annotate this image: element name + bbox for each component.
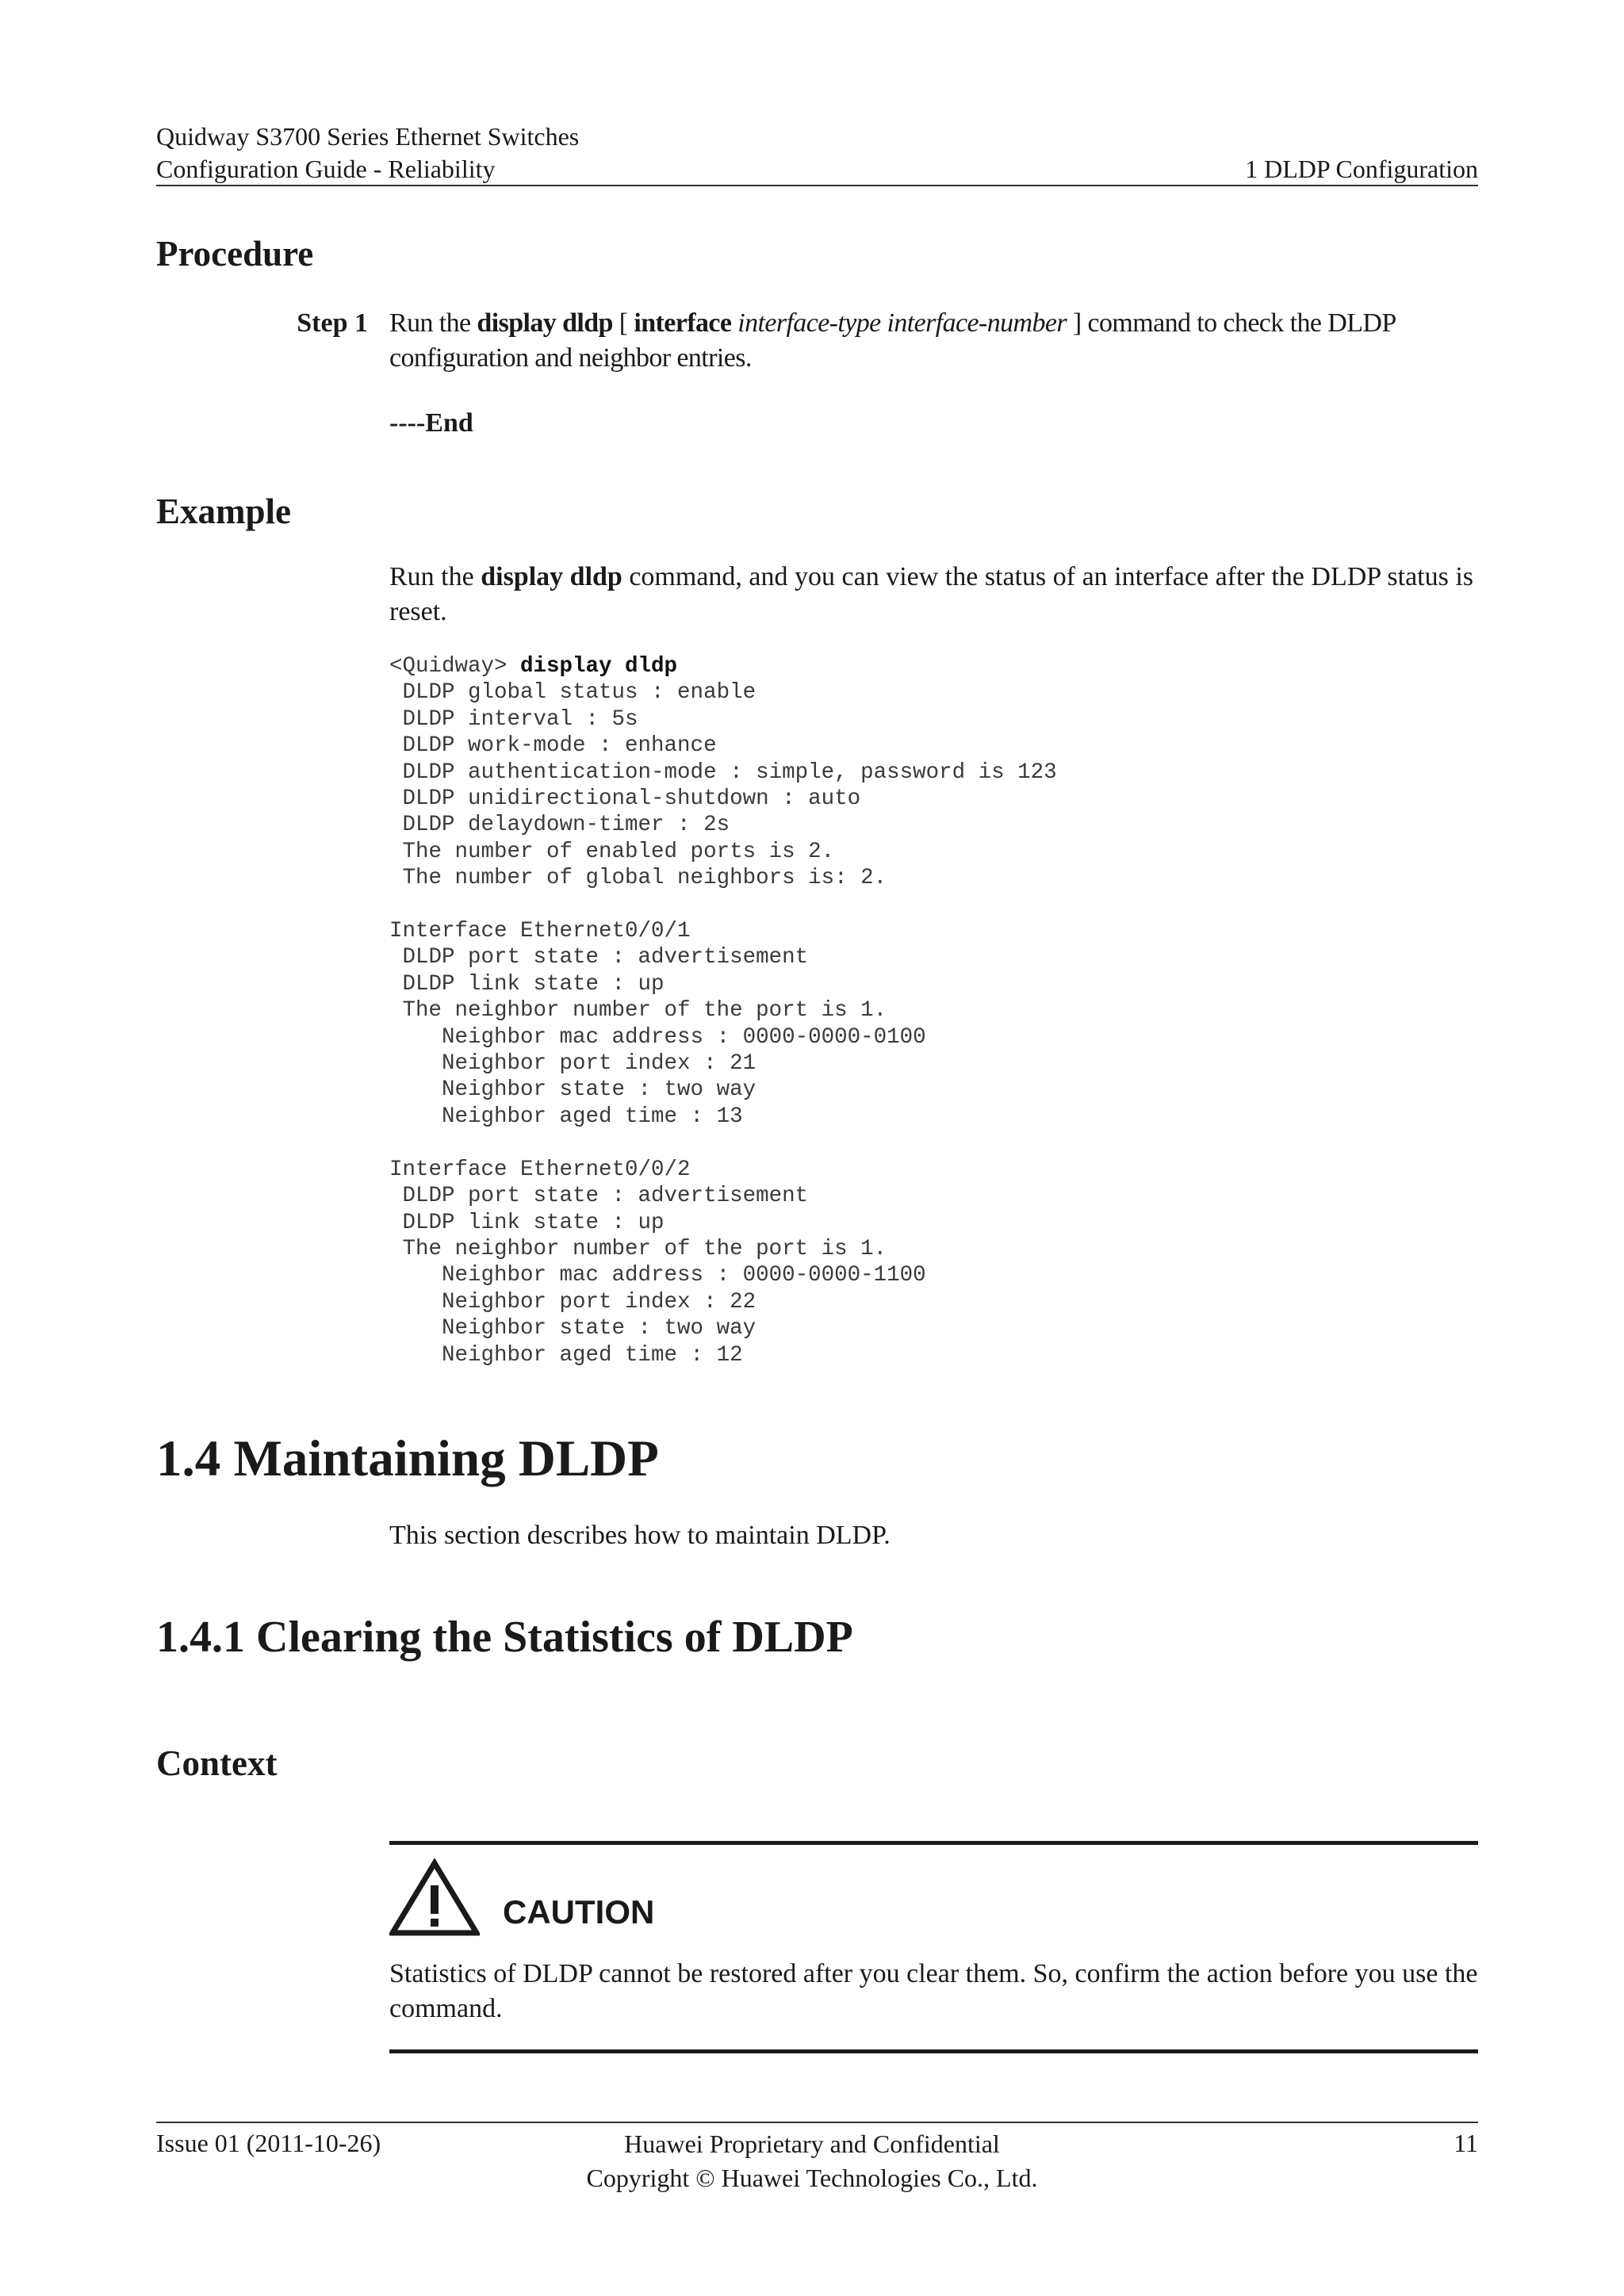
code-line: Neighbor port index : 21	[389, 1051, 756, 1077]
section-heading-1-4-1: 1.4.1 Clearing the Statistics of DLDP	[156, 1613, 853, 1662]
header-chapter: 1 DLDP Configuration	[1245, 155, 1478, 183]
step-cmd: display dldp	[477, 308, 613, 338]
footer-copyright: Copyright © Huawei Technologies Co., Ltd.	[586, 2164, 1038, 2192]
end-marker: ----End	[389, 408, 473, 438]
caution-text: Statistics of DLDP cannot be restored after you clear them. So, confirm the action before you use the command.	[389, 1959, 1478, 2023]
code-line: DLDP port state : advertisement	[389, 945, 809, 970]
step-text	[389, 306, 1484, 376]
code-line: Interface Ethernet0/0/2	[389, 1157, 691, 1182]
warning-triangle-icon	[389, 1858, 480, 1938]
code-line: The number of global neighbors is: 2.	[389, 866, 887, 891]
caution-label: CAUTION	[503, 1893, 655, 1931]
header-product: Quidway S3700 Series Ethernet Switches	[156, 122, 580, 151]
code-line: Neighbor port index : 22	[389, 1289, 756, 1314]
step-keyword: interface	[634, 308, 732, 338]
code-line: Neighbor mac address : 0000-0000-0100	[389, 1024, 926, 1050]
code-line: DLDP unidirectional-shutdown : auto	[389, 786, 861, 812]
code-line: Neighbor state : two way	[389, 1077, 756, 1103]
code-command: display dldp	[520, 654, 678, 679]
code-line: DLDP global status : enable	[389, 680, 756, 706]
code-command-line	[389, 653, 1057, 679]
intro-rest: command, and you can view the status of an interface after the DLDP status is reset.	[389, 562, 1474, 626]
footer-center	[0, 2127, 1624, 2195]
code-line: DLDP work-mode : enhance	[389, 733, 717, 759]
code-output	[389, 679, 1057, 1368]
step-params: interface-type interface-number	[731, 308, 1067, 338]
code-line: Neighbor state : two way	[389, 1316, 756, 1341]
footer-divider	[156, 2122, 1478, 2123]
footer-page-number: 11	[1454, 2129, 1478, 2157]
code-line: DLDP link state : up	[389, 971, 665, 997]
example-heading: Example	[156, 492, 292, 531]
code-line: The number of enabled ports is 2.	[389, 839, 835, 864]
section-intro: This section describes how to maintain DLDP.	[389, 1521, 891, 1550]
code-line: Neighbor mac address : 0000-0000-1100	[389, 1263, 926, 1288]
footer-issue: Issue 01 (2011-10-26)	[156, 2129, 381, 2157]
caution-top-rule	[389, 1841, 1478, 1845]
step-rest: ] command to check the DLDP configuration and neighbor entries.	[389, 308, 1396, 373]
header-guide: Configuration Guide - Reliability	[156, 155, 496, 183]
code-line: The neighbor number of the port is 1.	[389, 998, 887, 1024]
code-line: DLDP link state : up	[389, 1210, 665, 1235]
code-line: Neighbor aged time : 13	[389, 1104, 743, 1129]
code-line: The neighbor number of the port is 1.	[389, 1236, 887, 1261]
procedure-heading: Procedure	[156, 234, 314, 274]
code-line: DLDP interval : 5s	[389, 706, 638, 732]
intro-cmd: display dldp	[481, 562, 622, 591]
header-divider	[156, 185, 1478, 186]
code-line: DLDP delaydown-timer : 2s	[389, 813, 730, 838]
step-label: Step 1	[297, 308, 368, 338]
caution-bottom-rule	[389, 2049, 1478, 2053]
code-blank-line	[389, 892, 1057, 918]
intro-run: Run the	[389, 562, 481, 591]
code-line: Interface Ethernet0/0/1	[389, 919, 691, 944]
step-run: Run the	[389, 308, 477, 338]
footer-proprietary: Huawei Proprietary and Confidential	[624, 2130, 1000, 2158]
section-heading-1-4: 1.4 Maintaining DLDP	[156, 1430, 659, 1487]
code-blank-line	[389, 1130, 1057, 1156]
code-line: DLDP port state : advertisement	[389, 1184, 809, 1209]
code-line: Neighbor aged time : 12	[389, 1342, 743, 1368]
code-block	[389, 653, 1057, 1368]
code-line: DLDP authentication-mode : simple, password is 123	[389, 760, 1057, 785]
context-heading: Context	[156, 1743, 278, 1783]
step-bracket: [	[612, 308, 634, 338]
example-intro	[389, 560, 1484, 629]
code-prompt: <Quidway>	[389, 654, 521, 679]
